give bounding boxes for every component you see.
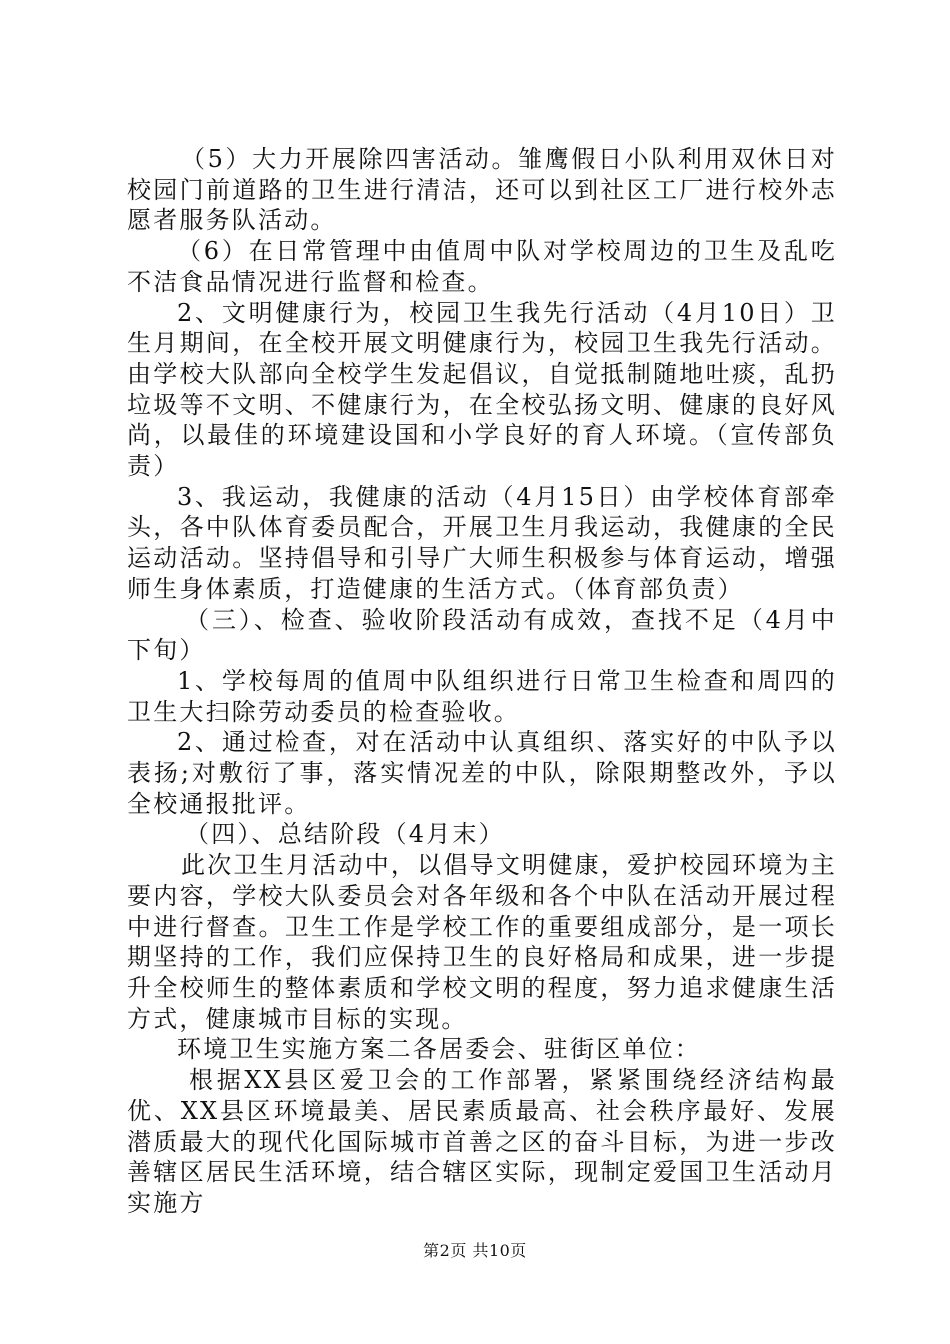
- paragraph-plan-two-title: 环境卫生实施方案二各居委会、驻街区单位：: [177, 1035, 701, 1064]
- section-heading-summary: （四）、总结阶段（4月末）: [185, 820, 505, 849]
- paragraph-sports-activity: 3、我运动，我健康的活动（4月15日）由学校体育部牵头，各中队体育委员配合，开展卫生月我运动，我健康的全民运动活动。坚持倡导和引导广大师生积极参与体育运动，增强师生身体素质，打造健康的生活方式。（体育部负责）: [127, 482, 837, 603]
- paragraph-item-6: （6）在日常管理中由值周中队对学校周边的卫生及乱吃不洁食品情况进行监督和检查。: [127, 237, 837, 296]
- paragraph-civilized-health: 2、文明健康行为，校园卫生我先行活动（4月10日）卫生月期间，在全校开展文明健康行为，校园卫生我先行活动。由学校大队部向全校学生发起倡议，自觉抵制随地吐痰，乱扔垃圾等不文明、不健康行为，在全校弘扬文明、健康的良好风尚，以最佳的环境建设国和小学良好的育人环境。（宣传部负责）: [127, 298, 837, 481]
- paragraph-summary: 此次卫生月活动中，以倡导文明健康，爱护校园环境为主要内容，学校大队委员会对各年级和各个中队在活动开展过程中进行督查。卫生工作是学校工作的重要组成部分，是一项长期坚持的工作，我们应保持卫生的良好格局和成果，进一步提升全校师生的整体素质和学校文明的程度，努力追求健康生活方式，健康城市目标的实现。: [127, 851, 837, 1033]
- paragraph-weekly-inspection: 1、学校每周的值周中队组织进行日常卫生检查和周四的卫生大扫除劳动委员的检查验收。: [127, 666, 837, 726]
- section-heading-inspection: （三）、检查、验收阶段活动有成效，查找不足（4月中下旬）: [127, 605, 837, 665]
- paragraph-commendation: 2、通过检查，对在活动中认真组织、落实好的中队予以表扬;对敷衍了事，落实情况差的中队，除限期整改外，予以全校通报批评。: [127, 728, 837, 818]
- paragraph-item-5: （5）大力开展除四害活动。雏鹰假日小队利用双休日对校园门前道路的卫生进行清洁，还可以到社区工厂进行校外志愿者服务队活动。: [127, 145, 837, 235]
- paragraph-plan-two-body: 根据XX县区爱卫会的工作部署，紧紧围绕经济结构最优、XX县区环境最美、居民素质最高、社会秩序最好、发展潜质最大的现代化国际城市首善之区的奋斗目标，为进一步改善辖区居民生活环境，结合辖区实际，现制定爱国卫生活动月实施方: [127, 1066, 837, 1217]
- page-number-footer: 第2页 共10页: [423, 1241, 527, 1260]
- document-body: [127, 144, 837, 1219]
